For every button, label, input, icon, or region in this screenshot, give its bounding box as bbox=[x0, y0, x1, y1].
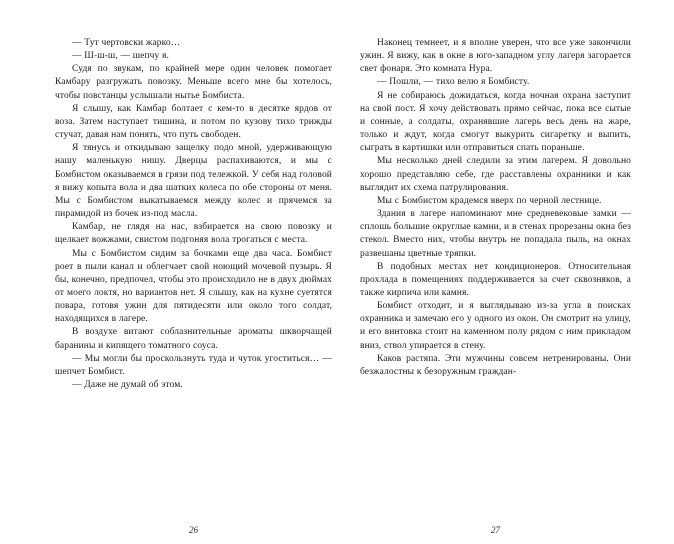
paragraph: — Тут чертовски жарко… bbox=[72, 38, 181, 48]
paragraph: Мы с Бомбистом сидим за бочками еще два часа. Бомбист роет в пыли канал и облегчает свой ноющий мочевой пузырь. Я бы, конечно, предпочел, чтобы это происходило не в двух дюймах от моего локтя, но вариантов нет. Я слышу, как на кухне суетятся повара, готовя ужин для пятидесяти или около того солдат, находящихся в лагере. bbox=[55, 248, 332, 325]
paragraph: Каков растяпа. Эти мужчины совсем нетренированы. Они безжалостны к безоружным граждан- bbox=[360, 353, 631, 377]
paragraph: Я тянусь и откидываю защелку подо мной, удерживающую нашу маленькую нишу. Дверцы распахиваются, и мы с Бомбистом оказываемся в грязи под тележкой. У себя над головой я вижу копыта вола и два шатких колеса по обе стороны от меня. Мы с Бомбистом выкатываемся между колес и прячемся за пирамидой из бочек из-под масла. bbox=[55, 143, 332, 220]
paragraph: — Мы могли бы проскользнуть туда и чуток угоститься… — шепчет Бомбист. bbox=[55, 353, 332, 377]
paragraph: — Пошли, — тихо велю я Бомбисту. bbox=[377, 77, 530, 88]
paragraph: Здания в лагере напоминают мне средневековые замки — сплошь большие округлые камни, и в стенах прорезаны окна без стекол. Вместо них, чтобы внутрь не попадала пыль, на окнах развешаны цветные тряпки. bbox=[360, 209, 631, 259]
paragraph: — Ш-ш-ш, — шепчу я. bbox=[72, 51, 170, 62]
paragraph: Бомбист отходит, и я выглядываю из-за угла в поисках охранника и замечаю его у одного из окон. Он смотрит на улицу, и его винтовка стоит на каменном полу рядом с ним прикладом вниз, ствол упирается в стену. bbox=[360, 301, 631, 351]
paragraph: Камбар, не глядя на нас, взбирается на свою повозку и щелкает вожжами, свистом подгоняя вола трогаться с места. bbox=[55, 222, 332, 246]
paragraph: В воздухе витают соблазнительные ароматы шкворчащей баранины и кипящего томатного соуса. bbox=[55, 327, 332, 351]
paragraph: Судя по звукам, по крайней мере один человек помогает Камбару разгружать повозку. Меньше всего мне бы хотелось, чтобы повстанцы услышали нытье Бомбиста. bbox=[55, 64, 332, 101]
paragraph: Я слышу, как Камбар болтает с кем-то в десятке ярдов от воза. Затем наступает тишина, и потом по кузову тихо трижды стучат, давая нам понять, что путь свободен. bbox=[55, 103, 332, 141]
paragraph: Мы несколько дней следили за этим лагерем. Я довольно хорошо представляю себе, где расставлены охранники и как выглядит их схема патрулирования. bbox=[360, 156, 631, 193]
paragraph: Мы с Бомбистом крадемся вверх по черной лестнице. bbox=[377, 195, 602, 206]
page-text bbox=[360, 37, 631, 379]
page-number: 27 bbox=[491, 525, 500, 535]
page-right bbox=[337, 0, 674, 544]
page-number: 26 bbox=[189, 525, 198, 535]
paragraph: В подобных местах нет кондиционеров. Относительная прохлада в помещениях поддерживается за счет сквозняков, а также кирпича или камня. bbox=[360, 261, 631, 298]
paragraph: — Даже не думай об этом. bbox=[72, 380, 183, 391]
paragraph: Наконец темнеет, и я вполне уверен, что все уже закончили ужин. Я вижу, как в окне в юго-западном углу лагеря загорается свет фонаря. Это комната Нура. bbox=[360, 38, 631, 75]
page-text bbox=[55, 37, 332, 392]
paragraph: Я не собираюсь дожидаться, когда ночная охрана заступит на свой пост. Я хочу действовать прямо сейчас, пока все сытые и сонные, а солдаты, охранявшие лагерь весь день на жаре, только и ждут, когда смогут выкурить сигаретку и выпить, сыграть в картишки или отправиться спать пораньше. bbox=[360, 90, 631, 154]
